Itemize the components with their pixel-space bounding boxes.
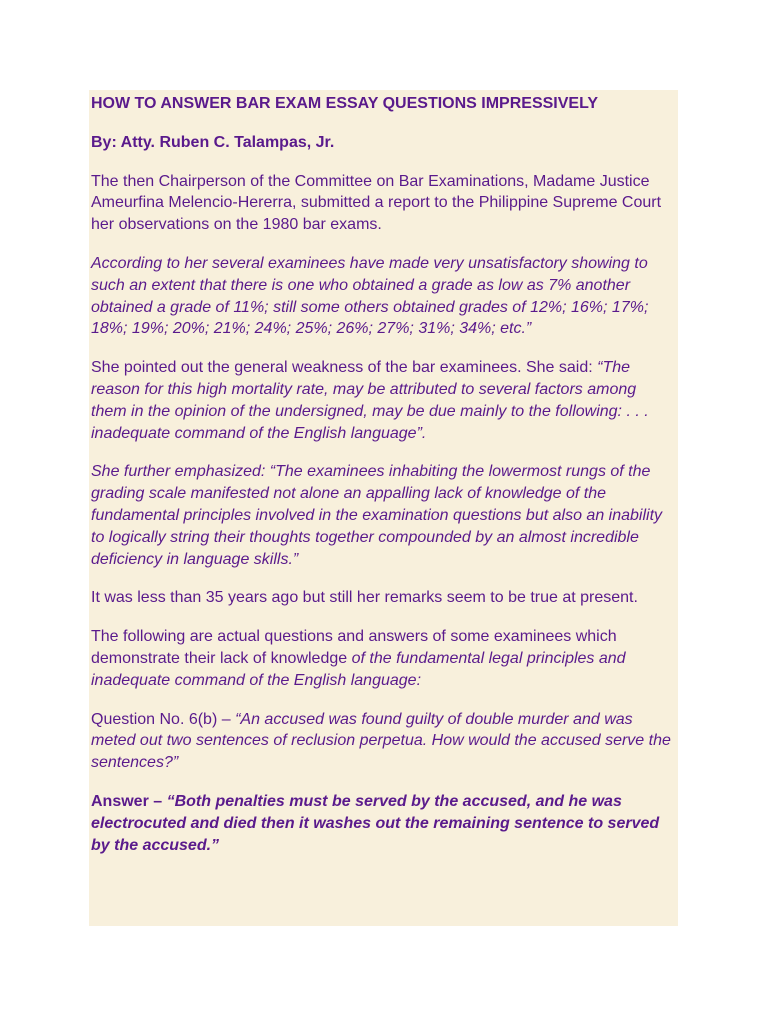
answer-paragraph xyxy=(91,791,674,856)
examples-lead-text: The following are actual questions and answers of some examinees which demonstrate their lack of knowledge xyxy=(91,628,617,667)
paragraph-emphasis-quote: She further emphasized: “The examinees inhabiting the lowermost rungs of the grading scale manifested not alone an appalling lack of knowledge of the fundamental principles involved in the examination questions but also an inability to logically string their thoughts together compounded by an almost incredible deficiency in language skills.” xyxy=(91,463,663,568)
paragraph-weakness xyxy=(91,357,674,444)
paragraph-grades-quote: According to her several examinees have made very unsatisfactory showing to such an extent that there is one who obtained a grade as low as 7% another obtained a grade of 11%; still some others obtained grades of 12%; 16%; 17%; 18%; 19%; 20%; 21%; 24%; 25%; 26%; 27%; 31%; 34%; etc.” xyxy=(91,254,649,338)
question-label: Question No. 6(b) – xyxy=(91,710,236,728)
document-title: HOW TO ANSWER BAR EXAM ESSAY QUESTIONS IMPRESSIVELY xyxy=(91,95,599,112)
paragraph-examples-intro xyxy=(91,626,674,691)
highlighted-text-block xyxy=(89,90,678,926)
paragraph-intro: The then Chairperson of the Committee on Bar Examinations, Madame Justice Ameurfina Melencio-Hererra, submitted a report to the Philippine Supreme Court her observations on the 1980 bar exams. xyxy=(91,172,662,234)
byline: By: Atty. Ruben C. Talampas, Jr. xyxy=(91,133,335,151)
paragraph-present-remark: It was less than 35 years ago but still her remarks seem to be true at present. xyxy=(91,589,638,607)
question-text: “An accused was found guilty of double murder and was meted out two sentences of reclusion perpetua. How would the accused serve the sentences?” xyxy=(91,710,671,772)
answer-text: “Both penalties must be served by the accused, and he was electrocuted and died then it washes out the remaining sentence to served by the accused.” xyxy=(91,792,660,854)
answer-label: Answer – xyxy=(91,792,167,810)
weakness-quote-text: “The reason for this high mortality rate, may be attributed to several factors among them in the opinion of the undersigned, may be due mainly to the following: . . . inadequate command of the English language”. xyxy=(91,359,649,442)
examples-italic-text: of the fundamental legal principles and inadequate command of the English language: xyxy=(91,649,626,689)
question-paragraph xyxy=(91,709,674,774)
weakness-lead-text: She pointed out the general weakness of the bar examinees. She said: xyxy=(91,359,598,377)
